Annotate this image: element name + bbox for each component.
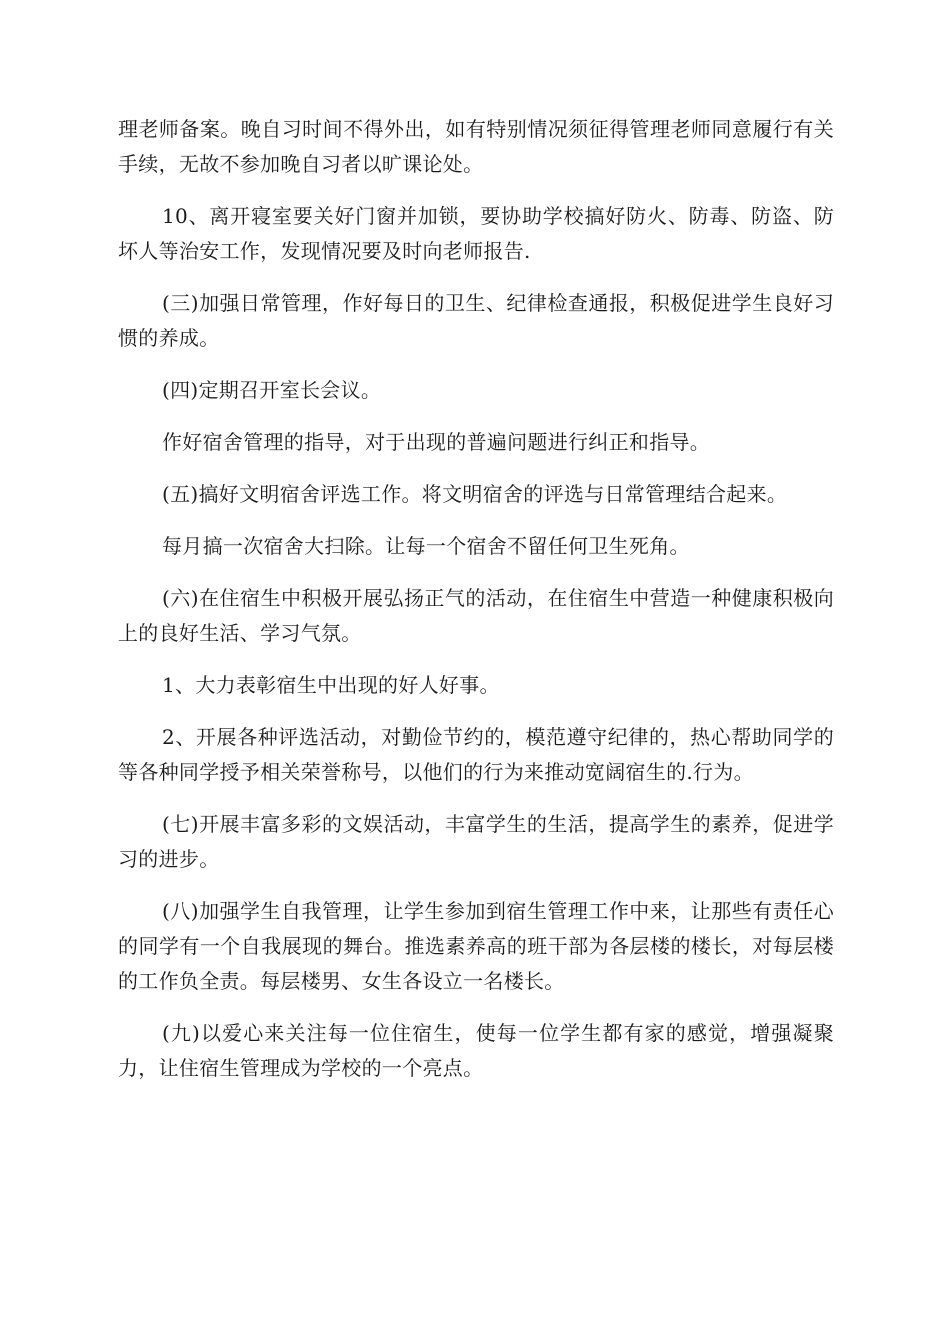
paragraph-section-5: (五)搞好文明宿舍评选工作。将文明宿舍的评选与日常管理结合起来。 — [162, 482, 788, 506]
paragraph-item-10: 10、离开寝室要关好门窗并加锁，要协助学校搞好防火、防毒、防盗、防坏人等治安工作，发现情况要及时向老师报告. — [118, 204, 834, 263]
paragraph-section-4: (四)定期召开室长会议。 — [162, 378, 382, 402]
paragraph-item-1: 1、大力表彰宿生中出现的好人好事。 — [162, 673, 500, 697]
document-body — [118, 112, 834, 1103]
paragraph-section-9: (九)以爱心来关注每一位住宿生，使每一位学生都有家的感觉，增强凝聚力，让住宿生管理成为学校的一个亮点。 — [118, 1021, 834, 1080]
paragraph-section-7: (七)开展丰富多彩的文娱活动，丰富学生的生活，提高学生的素养，促进学习的进步。 — [118, 812, 834, 871]
paragraph-item-2: 2、开展各种评选活动，对勤俭节约的，模范遵守纪律的，热心帮助同学的等各种同学授予相关荣誉称号，以他们的行为来推动宽阔宿生的.行为。 — [118, 725, 834, 784]
paragraph-section-6: (六)在住宿生中积极开展弘扬正气的活动，在住宿生中营造一种健康积极向上的良好生活、学习气氛。 — [118, 586, 834, 645]
paragraph-continuation: 理老师备案。晚自习时间不得外出，如有特别情况须征得管理老师同意履行有关手续，无故不参加晚自习者以旷课论处。 — [118, 117, 834, 176]
paragraph-guidance: 作好宿舍管理的指导，对于出现的普遍问题进行纠正和指导。 — [162, 430, 711, 454]
paragraph-section-8: (八)加强学生自我管理，让学生参加到宿生管理工作中来，让那些有责任心的同学有一个自我展现的舞台。推选素养高的班干部为各层楼的楼长，对每层楼的工作负全责。每层楼男、女生各设立一名楼长。 — [118, 899, 834, 993]
paragraph-section-3: (三)加强日常管理，作好每日的卫生、纪律检查通报，积极促进学生良好习惯的养成。 — [118, 291, 834, 350]
paragraph-cleaning: 每月搞一次宿舍大扫除。让每一个宿舍不留任何卫生死角。 — [162, 534, 690, 558]
